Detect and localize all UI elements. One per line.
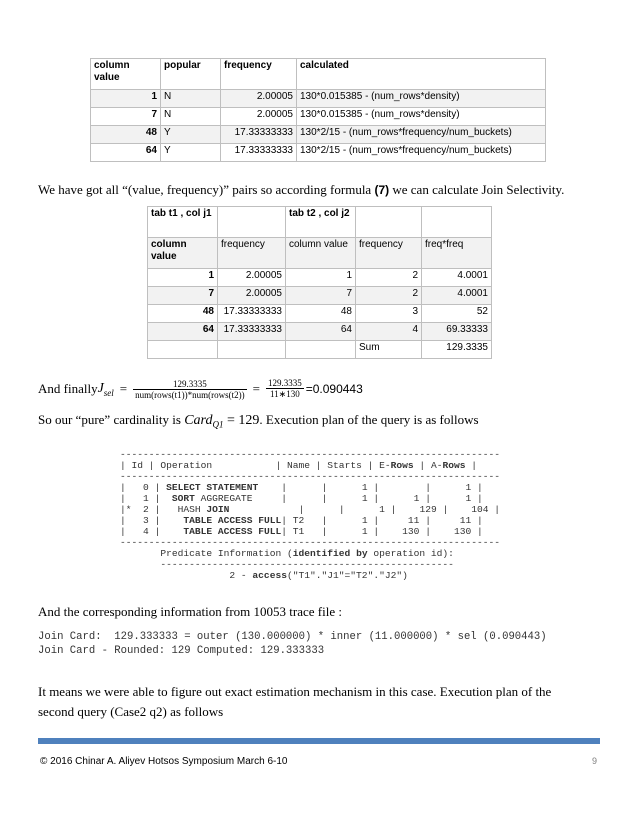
intro-paragraph: We have got all “(value, frequency)” pairs so according formula (7) we can calculate Join Selectivity. [38, 182, 565, 197]
plan-header: | Id | Operation | Name | Starts | E-Rows | A-Rows | [120, 460, 478, 471]
plan-row: | 0 | SELECT STATEMENT | | 1 | | 1 | [120, 482, 483, 493]
plan-row: | 4 | TABLE ACCESS FULL| T1 | 1 | 130 | 130 | [120, 526, 483, 537]
execution-plan: ------------------------------------------------------------------ | Id | Operation | Name | Starts | E-Rows | A-Rows | ------------------------------------------------------------------ | 0 | SELECT STATEMENT | | 1 | | 1 | | 1 | SORT AGGREGATE | | 1 | 1 | 1 | |* 2 | HASH JOIN | | 1 | 129 | 104 | | 3 | TABLE ACCESS FULL| T2 | 1 | 11 | 11 | | 4 | TABLE ACCESS FULL| T1 | 1 | 130 | 130 | ------------------------------------------------------------------ Predicate Information (identified by operation id): --------------------------------------------------- 2 - access("T1"."J1"="T2"."J2") [120, 449, 501, 581]
table-row: 7 2.00005 7 2 4.0001 [148, 287, 492, 305]
trace-line: Join Card: 129.333333 = outer (130.000000) * inner (11.000000) * sel (0.090443) [38, 631, 547, 643]
predicate-line: 2 - access("T1"."J1"="T2"."J2") [229, 570, 408, 581]
table-row: 48 Y 17.33333333 130*2/15 - (num_rows*frequency/num_buckets) [91, 126, 546, 144]
fraction-2: $\frac{129.3335}{11∗130}$ [267, 378, 302, 399]
plan-row: | 1 | SORT AGGREGATE | | 1 | 1 | 1 | [120, 493, 483, 504]
col-header-column-value-t2: column value [286, 238, 356, 269]
conclusion-line-1: It means we were able to figure out exact estimation mechanism in this case. Execution plan of the [38, 684, 552, 699]
col-header-freq-product: freq*freq [422, 238, 492, 269]
col-header-column-value-t1: column value [148, 238, 218, 269]
table-row: 48 17.33333333 48 3 52 [148, 305, 492, 323]
value-frequency-table [90, 58, 546, 162]
selectivity-result: =0.090443 [305, 382, 363, 396]
plan-row: |* 2 | HASH JOIN | | 1 | 129 | 104 | [120, 504, 501, 515]
conclusion-line-2: second query (Case2 q2) as follows [38, 704, 224, 719]
col-header-column-value: column value [91, 59, 161, 90]
trace-output [38, 630, 547, 658]
header-tab-t1: tab t1 , col j1 [148, 207, 218, 238]
join-selectivity-table [147, 206, 492, 359]
page-number: 9 [592, 756, 598, 766]
col-header-frequency: frequency [221, 59, 297, 90]
trace-intro-paragraph: And the corresponding information from 10053 trace file : [38, 604, 342, 619]
col-header-popular: popular [161, 59, 221, 90]
join-selectivity-formula: And finally J $_{sel}$ = $\frac{129.3335}{\text{num(rows(t1))*num(rows(t2))}}$ = $\frac{129.3335}{11∗130}$ =0.090443 [38, 378, 363, 400]
col-header-frequency-t1: frequency [218, 238, 286, 269]
footer-accent-bar [38, 738, 600, 744]
cardinality-paragraph: So our “pure” cardinality is Card$_{Q1}$ = 129. Execution plan of the query is as follows [38, 412, 479, 430]
sum-row [148, 341, 492, 359]
predicate-title: Predicate Information (identified by operation id): [160, 548, 454, 559]
col-header-frequency-t2: frequency [356, 238, 422, 269]
fraction-1: $\frac{129.3335}{\text{num(rows(t1))*num(rows(t2))}}$ [135, 378, 245, 400]
formula-ref: (7) [374, 183, 390, 197]
plan-row: | 3 | TABLE ACCESS FULL| T2 | 1 | 11 | 11 | [120, 515, 483, 526]
sum-value: 129.3335 [422, 341, 492, 359]
header-tab-t2: tab t2 , col j2 [286, 207, 356, 238]
trace-line: Join Card - Rounded: 129 Computed: 129.333333 [38, 645, 325, 657]
footer-copyright: © 2016 Chinar A. Aliyev Hotsos Symposium March 6-10 [40, 756, 288, 767]
table-row: 7 N 2.00005 130*0.015385 - (num_rows*density) [91, 108, 546, 126]
table-row: 64 17.33333333 64 4 69.33333 [148, 323, 492, 341]
table-row: 1 2.00005 1 2 4.0001 [148, 269, 492, 287]
table-row: 1 N 2.00005 130*0.015385 - (num_rows*density) [91, 90, 546, 108]
table-row: 64 Y 17.33333333 130*2/15 - (num_rows*frequency/num_buckets) [91, 144, 546, 162]
sum-label: Sum [356, 341, 422, 359]
plan-separator: ------------------------------------------------------------------ [120, 449, 500, 460]
predicate-separator: --------------------------------------------------- [160, 559, 454, 570]
col-header-calculated: calculated [297, 59, 546, 90]
